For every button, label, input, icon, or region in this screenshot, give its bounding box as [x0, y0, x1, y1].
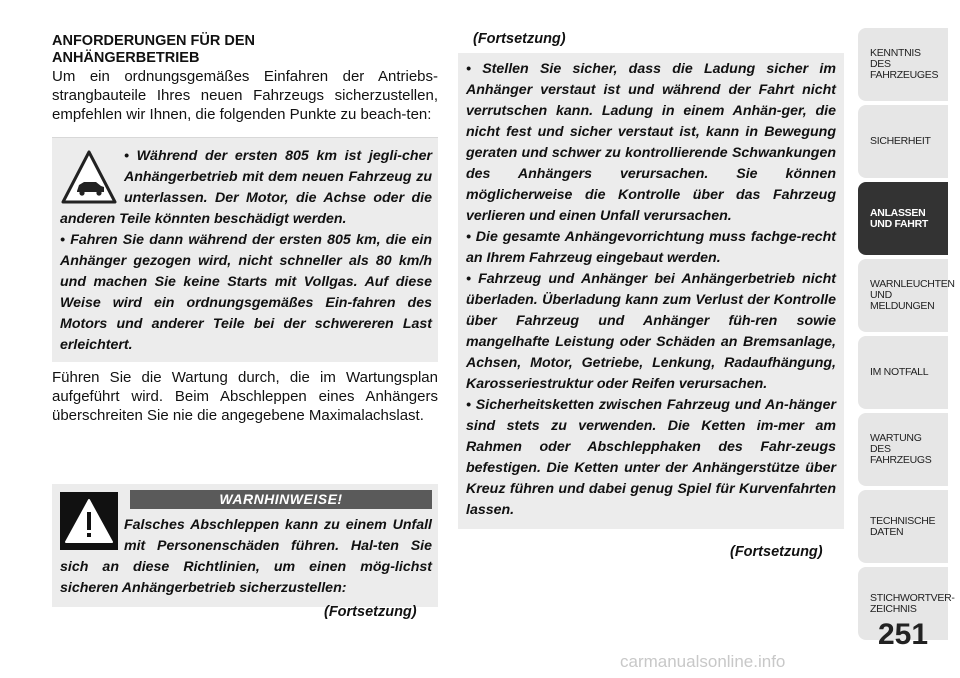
tab-label: IM NOTFALL [870, 366, 929, 378]
warning-icon [60, 492, 118, 550]
maintenance-paragraph: Führen Sie die Wartung durch, die im Wartungsplan aufgeführt wird. Beim Abschleppen eines Anhängers überschreiten Sie nie die angegebene Maximalachslast. [52, 369, 438, 424]
warning-title: WARNHINWEISE! [130, 490, 432, 509]
continued-label-left: (Fortsetzung) [324, 604, 417, 620]
warning-box [52, 484, 438, 607]
warning-text: Falsches Abschleppen kann zu einem Unfall mit Personenschäden führen. Hal-ten Sie sich an diese Richtlinien, um einen mög-lichst sicheren Anhängerbetrieb sicherzustellen: [60, 517, 432, 596]
left-column [52, 33, 438, 425]
tab-anlassen[interactable] [858, 182, 948, 255]
note-bullet-2: • Fahren Sie dann während der ersten 805 km, die ein Anhänger gezogen wird, nicht schneller als 80 km/h und machen Sie keine Starts mit Vollgas. Auf diese Weise wird ein ordnungsgemäßes Ein-fahren des Motors und anderer Teile bei der schwereren Last erleichtert. [60, 232, 432, 353]
tab-label: WARNLEUCHTEN UND MELDUNGEN [870, 278, 955, 312]
note-bullet-1: • Während der ersten 805 km ist jegli-cher Anhängerbetrieb mit dem neuen Fahrzeug zu unterlassen. Der Motor, die Achse oder die anderen Teile könnten beschädigt werden. [60, 148, 432, 227]
section-heading [52, 33, 438, 67]
tab-label: STICHWORTVER- ZEICHNIS [870, 591, 955, 615]
intro-paragraph: Um ein ordnungsgemäßes Einfahren der Antriebs-strangbauteile Ihres neuen Fahrzeugs sicherzustellen, empfehlen wir Ihnen, die folgenden Punkte zu beach-ten: [52, 68, 438, 123]
watermark: carmanualsonline.info [620, 652, 786, 671]
vehicle-caution-icon [60, 148, 118, 206]
tab-sicherheit[interactable] [858, 105, 948, 178]
right-bullet-2: • Die gesamte Anhängevorrichtung muss fachge-recht an Ihrem Fahrzeug eingebaut werden. [466, 229, 836, 266]
tab-label: WARTUNG DES FAHRZEUGS [870, 432, 932, 466]
section-heading-line1: ANFORDERUNGEN FÜR DEN [52, 33, 255, 49]
note-box [52, 137, 438, 362]
section-heading-line2: ANHÄNGERBETRIEB [52, 50, 200, 66]
tab-label: ANLASSEN UND FAHRT [870, 206, 928, 230]
tab-label: TECHNISCHE DATEN [870, 514, 936, 538]
right-warning-box [458, 53, 844, 529]
tab-warnleuchten[interactable] [858, 259, 955, 332]
tab-kenntnis[interactable] [858, 28, 948, 101]
tab-label: SICHERHEIT [870, 135, 931, 147]
tab-label: KENNTNIS DES FAHRZEUGES [870, 47, 939, 81]
right-bullet-4: • Sicherheitsketten zwischen Fahrzeug und An-hänger sind stets zu verwenden. Die Ketten im-mer am Rahmen oder Abschlepphaken des Fahr-zeugs befestigen. Die Ketten unter der Anhängerstütze über Kreuz führen und dabei genug Spiel für Kurvenfahrten lassen. [466, 397, 836, 518]
chapter-tabs [858, 28, 955, 644]
page-number: 251 [877, 618, 929, 651]
tab-technische-daten[interactable] [858, 490, 948, 563]
tab-notfall[interactable] [858, 336, 948, 409]
continued-label-right: (Fortsetzung) [730, 544, 823, 560]
continued-label-top: (Fortsetzung) [473, 31, 566, 47]
right-bullet-3: • Fahrzeug und Anhänger bei Anhängerbetrieb nicht überladen. Überladung kann zum Verlust der Kontrolle über Fahrzeug und Anhänger füh-ren sowie mangelhafte Leistung oder Schäden an Bremsanlage, Achsen, Motor, Getriebe, Lenkung, Radaufhängung, Karosseriestruktur oder Reifen verursachen. [466, 271, 836, 392]
right-bullet-1: • Stellen Sie sicher, dass die Ladung sicher im Anhänger verstaut ist und während der Fahrt nicht verrutschen kann. Ladung in einem Anhän-ger, die nicht fest und sicher verstaut ist, kann in Bewegung geraten und schwer zu kontrollierende Schwankungen des Anhängers verursachen. Sie können möglicherweise die Kontrolle über das Fahrzeug verlieren und einen Unfall verursachen. [466, 61, 836, 224]
tab-wartung[interactable] [858, 413, 948, 486]
